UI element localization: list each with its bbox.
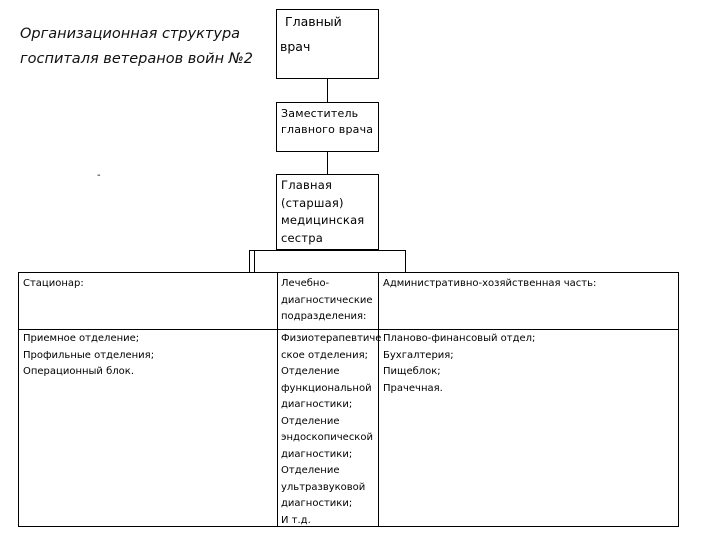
- list-item: Отделение: [281, 415, 340, 427]
- stray-mark: -: [97, 170, 101, 181]
- list-item: эндоскопической: [281, 432, 373, 443]
- head-nurse-line-4: сестра: [281, 230, 323, 245]
- connector-left-inner: [254, 250, 255, 272]
- connector-deputy-nurse: [327, 152, 328, 174]
- list-item: диагностики;: [281, 399, 353, 410]
- list-item: И т.д.: [281, 514, 311, 526]
- head-nurse-line-3: медицинская: [281, 213, 365, 227]
- deputy-box: [276, 102, 379, 152]
- head-nurse-box: [276, 174, 379, 250]
- table-header-divider: [18, 329, 679, 330]
- chief-doctor-line-2: врач: [280, 39, 311, 54]
- head-nurse-line-2: (старшая): [281, 195, 344, 210]
- list-item: Прачечная.: [383, 382, 443, 394]
- list-item: ское отделения;: [281, 349, 368, 361]
- header-diagnostic-line-1: Лечебно-: [281, 278, 330, 289]
- header-diagnostic-line-3: подразделения:: [281, 311, 367, 322]
- list-item: Физиотерапевтиче: [281, 333, 382, 344]
- connector-horizontal: [249, 250, 406, 251]
- list-item: Операционный блок.: [23, 366, 135, 377]
- chief-doctor-line-1: Главный: [285, 14, 342, 29]
- list-item: Бухгалтерия;: [383, 349, 454, 361]
- list-item: диагностики;: [281, 448, 353, 460]
- list-item: функциональной: [281, 382, 372, 394]
- title-line-2: госпиталя ветеранов войн №2: [20, 51, 253, 67]
- header-diagnostic: [281, 276, 373, 326]
- inpatient-items: [23, 331, 154, 381]
- header-inpatient: Стационар:: [23, 278, 84, 289]
- connector-left-outer: [249, 250, 250, 272]
- deputy-line-2: главного врача: [281, 122, 374, 136]
- title-line-1: Организационная структура: [20, 26, 241, 42]
- table-col-divider-1: [277, 272, 278, 527]
- head-nurse-line-1: Главная: [281, 178, 333, 192]
- admin-items: [383, 331, 535, 397]
- connector-right: [405, 250, 406, 272]
- list-item: Отделение: [281, 366, 340, 377]
- list-item: Отделение: [281, 465, 340, 476]
- list-item: диагностики;: [281, 498, 353, 509]
- connector-chief-deputy: [327, 79, 328, 102]
- list-item: Профильные отделения;: [23, 349, 155, 361]
- deputy-line-1: Заместитель: [281, 107, 359, 120]
- header-diagnostic-line-2: диагностические: [281, 294, 373, 306]
- diagnostic-items: [281, 331, 381, 529]
- list-item: ультразвуковой: [281, 481, 366, 493]
- list-item: Планово-финансовый отдел;: [383, 333, 536, 344]
- list-item: Приемное отделение;: [23, 333, 140, 344]
- page-title: [20, 22, 282, 72]
- header-admin: Административно-хозяйственная часть:: [383, 278, 597, 289]
- chief-doctor-box: [276, 9, 379, 79]
- list-item: Пищеблок;: [383, 366, 441, 377]
